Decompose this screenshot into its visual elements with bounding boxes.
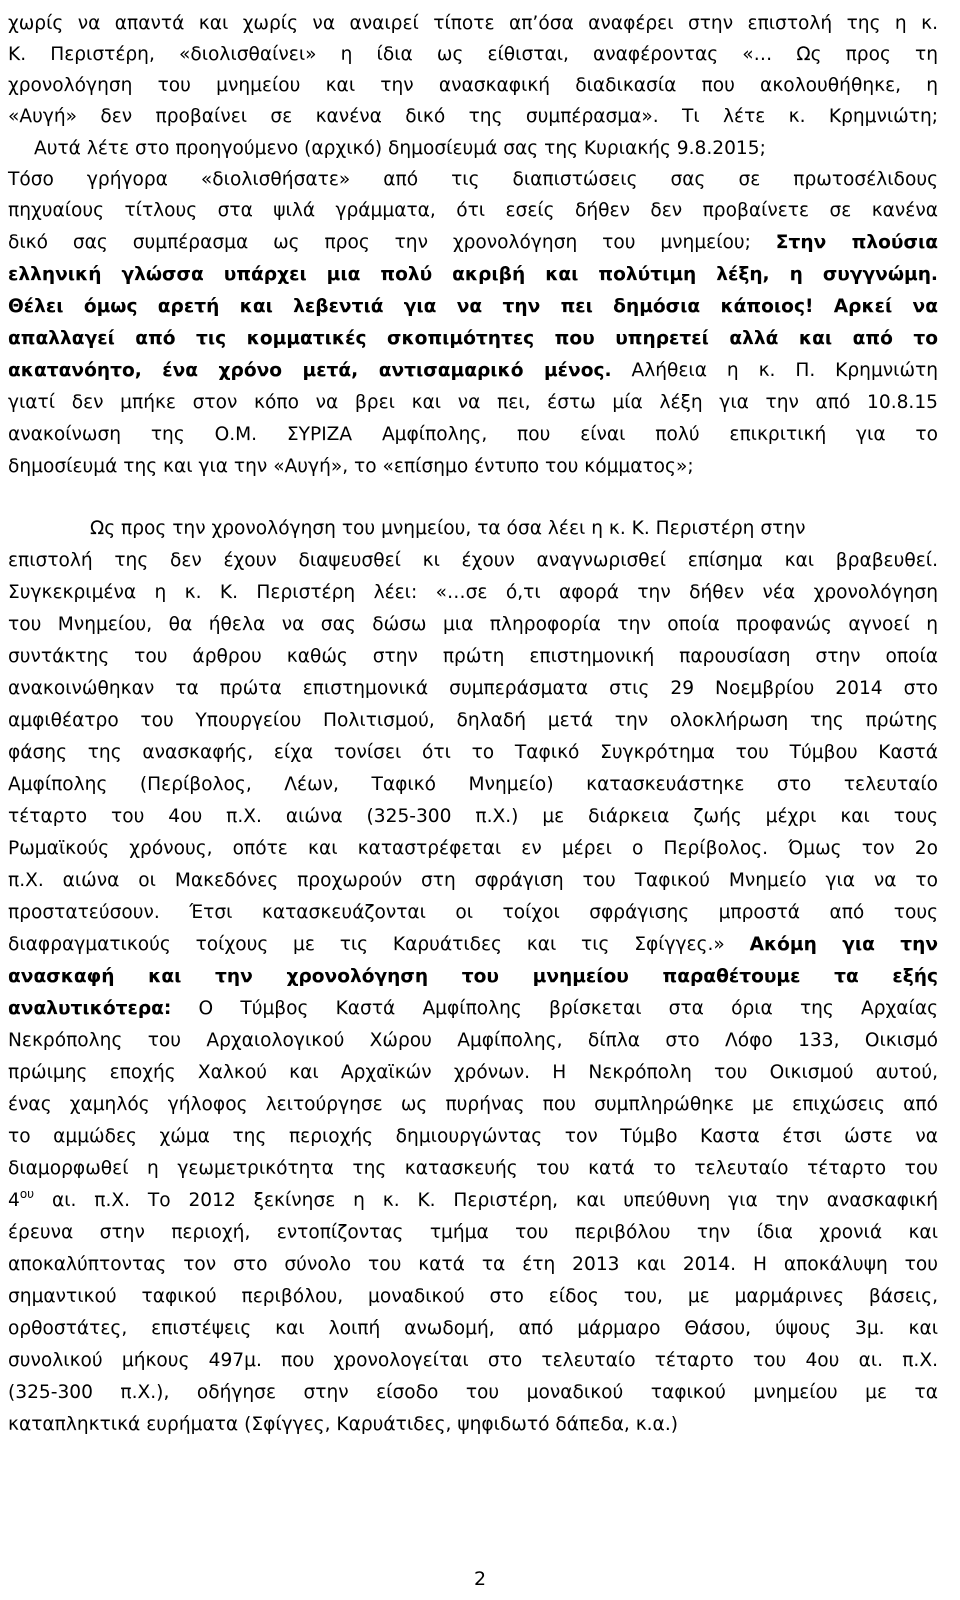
text-line: Κ. Περιστέρη, «διολισθαίνει» η ίδια ως είθισται, αναφέροντας «… Ως προς τη	[8, 44, 938, 65]
text-line: Νεκρόπολης του Αρχαιολογικού Χώρου Αμφίπολης, δίπλα στο Λόφο 133, Οικισμό	[8, 1030, 938, 1051]
bold-text-line: απαλλαγεί από τις κομματικές σκοπιμότητες που υπηρετεί αλλά και από το	[8, 328, 938, 349]
regular-text: 4	[8, 1190, 20, 1211]
regular-text: Αλήθεια η κ. Π. Κρημνιώτη	[631, 360, 938, 381]
mixed-text-line	[8, 993, 938, 1025]
text-line: τέταρτο του 4ου π.Χ. αιώνα (325-300 π.Χ.) με διάρκεια ζωής μέχρι και τους	[8, 806, 938, 827]
bold-text-line: Θέλει όμως αρετή και λεβεντιά για να την πει δημόσια κάποιος! Αρκεί να	[8, 296, 938, 317]
mixed-text-line	[8, 1185, 938, 1217]
text-line: καταπληκτικά ευρήματα (Σφίγγες, Καρυάτιδες, ψηφιδωτό δάπεδα, κ.α.)	[8, 1414, 678, 1435]
text-line: φάσης της ανασκαφής, είχα τονίσει ότι το Ταφικό Συγκρότημα του Τύμβου Καστά	[8, 742, 938, 763]
text-line: Ρωμαϊκούς χρόνους, οπότε και καταστρέφεται εν μέρει ο Περίβολος. Όμως τον 2ο	[8, 838, 938, 859]
text-line: αποκαλύπτοντας τον στο σύνολο του κατά τα έτη 2013 και 2014. Η αποκάλυψη του	[8, 1254, 938, 1275]
text-line: σημαντικού ταφικού περιβόλου, μοναδικού στο είδος του, με μαρμάρινες βάσεις,	[8, 1286, 938, 1307]
regular-text: διαφραγματικούς τοίχους με τις Καρυάτιδες και τις Σφίγγες.»	[8, 934, 725, 955]
text-line: ένας χαμηλός γήλοφος λειτούργησε ως πυρήνας που συμπληρώθηκε με επιχώσεις από	[8, 1094, 938, 1115]
text-line: πηχυαίους τίτλους στα ψιλά γράμματα, ότι εσείς δήθεν δεν προβαίνετε σε κανένα	[8, 200, 938, 221]
text-line: πρώιμης εποχής Χαλκού και Αρχαϊκών χρόνων. Η Νεκρόπολη του Οικισμού αυτού,	[8, 1062, 938, 1083]
paragraph-first-line: Ως προς την χρονολόγηση του μνημείου, τα όσα λέει η κ. Κ. Περιστέρη στην	[90, 518, 806, 539]
text-line: το αμμώδες χώμα της περιοχής δημιουργώντας τον Τύμβο Καστα έτσι ώστε να	[8, 1126, 938, 1147]
text-line: αμφιθέατρο του Υπουργείου Πολιτισμού, δηλαδή μετά την ολοκλήρωση της πρώτης	[8, 710, 938, 731]
regular-text: αι. π.Χ. Το 2012 ξεκίνησε η κ. Κ. Περιστέρη, και υπεύθυνη για την ανασκαφική	[51, 1190, 938, 1211]
bold-text: αναλυτικότερα:	[8, 998, 172, 1019]
text-line: ανακοίνωση της Ο.Μ. ΣΥΡΙΖΑ Αμφίπολης, που είναι πολύ επικριτική για το	[8, 424, 938, 445]
text-line: χρονολόγηση του μνημείου και την ανασκαφική διαδικασία που ακολουθήθηκε, η	[8, 75, 938, 96]
text-line: ορθοστάτες, επιστέψεις και λοιπή ανωδομή, από μάρμαρο Θάσου, ύψους 3μ. και	[8, 1318, 938, 1339]
mixed-text-line	[8, 355, 938, 387]
text-line: (325-300 π.Χ.), οδήγησε στην είσοδο του μοναδικού ταφικού μνημείου με τα	[8, 1382, 938, 1403]
bold-text: ακατανόητο, ένα χρόνο μετά, αντισαμαρικό μένος.	[8, 360, 612, 381]
text-line: Αμφίπολης (Περίβολος, Λέων, Ταφικό Μνημείο) κατασκευάστηκε στο τελευταίο	[8, 774, 938, 795]
text-line: προστατεύσουν. Έτσι κατασκευάζονται οι τοίχοι σφράγισης μπροστά από τους	[8, 902, 938, 923]
page-number: 2	[473, 1568, 487, 1590]
text-line: συντάκτης του άρθρου καθώς στην πρώτη επιστημονική παρουσίαση στην οποία	[8, 646, 938, 667]
text-line: «Αυγή» δεν προβαίνει σε κανένα δικό της συμπέρασμα». Τι λέτε κ. Κρημνιώτη;	[8, 106, 938, 127]
mixed-text-line	[8, 929, 938, 961]
text-line: δημοσίευμά της και για την «Αυγή», το «επίσημο έντυπο του κόμματος»;	[8, 456, 694, 477]
text-line: χωρίς να απαντά και χωρίς να αναιρεί τίποτε απ’όσα αναφέρει στην επιστολή της η κ.	[8, 13, 938, 34]
text-line: Αυτά λέτε στο προηγούμενο (αρχικό) δημοσίευμά σας της Κυριακής 9.8.2015;	[34, 138, 766, 159]
bold-text: Ακόμη για την	[749, 934, 938, 955]
text-line: έρευνα στην περιοχή, εντοπίζοντας τμήμα του περιβόλου την ίδια χρονιά και	[8, 1222, 938, 1243]
text-line: επιστολή της δεν έχουν διαψευσθεί κι έχουν αναγνωρισθεί επίσημα και βραβευθεί.	[8, 550, 938, 571]
bold-text: Στην πλούσια	[775, 232, 938, 253]
superscript-text: ου	[19, 1187, 35, 1201]
text-line: γιατί δεν μπήκε στον κόπο να βρει και να πει, έστω μία λέξη για την από 10.8.15	[8, 392, 938, 413]
text-line: διαμορφωθεί η γεωμετρικότητα της κατασκευής του κατά το τελευταίο τέταρτο του	[8, 1158, 938, 1179]
text-line: Συγκεκριμένα η κ. Κ. Περιστέρη λέει: «…σε ό,τι αφορά την δήθεν νέα χρονολόγηση	[8, 582, 938, 603]
text-line: συνολικού μήκους 497μ. που χρονολογείται στο τελευταίο τέταρτο του 4ου αι. π.Χ.	[8, 1350, 938, 1371]
text-line: π.Χ. αιώνα οι Μακεδόνες προχωρούν στη σφράγιση του Ταφικού Μνημείο για να το	[8, 870, 938, 891]
text-line: του Μνημείου, θα ήθελα να σας δώσω μια πληροφορία την οποία προφανώς αγνοεί η	[8, 614, 938, 635]
text-line: ανακοινώθηκαν τα πρώτα επιστημονικά συμπεράσματα στις 29 Νοεμβρίου 2014 στο	[8, 678, 938, 699]
regular-text: Ο Τύμβος Καστά Αμφίπολης βρίσκεται στα όρια της Αρχαίας	[198, 998, 938, 1019]
bold-text-line: ανασκαφή και την χρονολόγηση του μνημείου παραθέτουμε τα εξής	[8, 966, 938, 987]
bold-text-line: ελληνική γλώσσα υπάρχει μια πολύ ακριβή και πολύτιμη λέξη, η συγγνώμη.	[8, 264, 938, 285]
text-line: Τόσο γρήγορα «διολισθήσατε» από τις διαπιστώσεις σας σε πρωτοσέλιδους	[8, 169, 938, 190]
regular-text: δικό σας συμπέρασμα ως προς την χρονολόγηση του μνημείου;	[8, 232, 751, 253]
mixed-text-line	[8, 227, 938, 259]
